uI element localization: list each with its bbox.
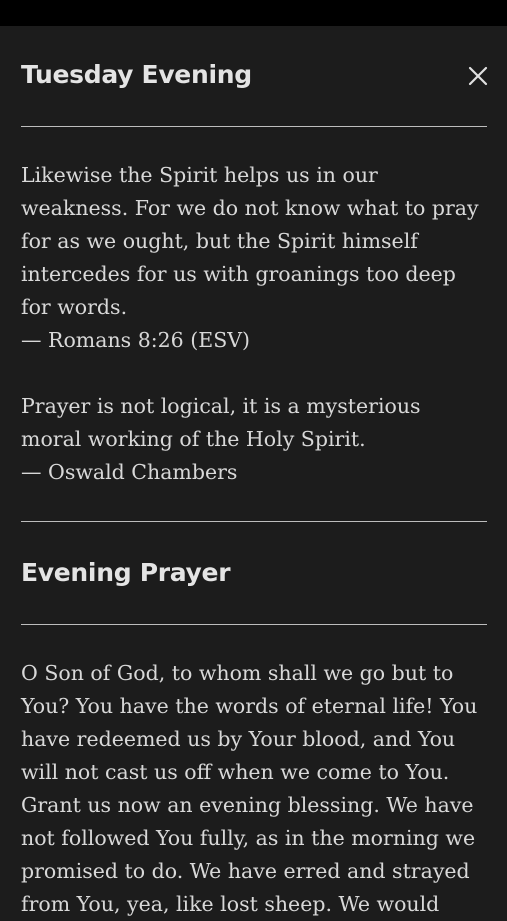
divider	[21, 521, 487, 522]
status-bar	[0, 0, 507, 26]
divider	[21, 624, 487, 625]
quote-line: moral working of the Holy Spirit.	[21, 427, 366, 451]
quote-line: Prayer is not logical, it is a mysterious	[21, 394, 421, 418]
prayer-line: Grant us now an evening blessing. We have	[21, 793, 474, 817]
scripture-line: for words.	[21, 295, 128, 319]
prayer-line: not followed You fully, as in the morning we	[21, 826, 476, 850]
devotional-content	[0, 26, 507, 916]
prayer-line: will not cast us off when we come to You.	[21, 760, 450, 784]
scripture-line: Likewise the Spirit helps us in our	[21, 163, 378, 187]
quote-passage	[21, 390, 491, 489]
page-title: Tuesday Evening	[21, 60, 252, 89]
scripture-line: intercedes for us with groanings too deep	[21, 262, 456, 286]
divider	[21, 126, 487, 127]
scripture-line: weakness. For we do not know what to pray	[21, 196, 479, 220]
prayer-line: O Son of God, to whom shall we go but to	[21, 661, 454, 685]
close-icon	[462, 60, 494, 92]
quote-citation: — Oswald Chambers	[21, 460, 238, 484]
prayer-line: have redeemed us by Your blood, and You	[21, 727, 456, 751]
close-button[interactable]	[462, 60, 494, 92]
scripture-citation: — Romans 8:26 (ESV)	[21, 328, 251, 352]
prayer-line: from You, yea, like lost sheep. We would	[21, 892, 440, 916]
prayer-text	[21, 657, 491, 921]
scripture-line: for as we ought, but the Spirit himself	[21, 229, 418, 253]
prayer-line: promised to do. We have erred and strayed	[21, 859, 470, 883]
section-title: Evening Prayer	[21, 558, 231, 587]
prayer-line: You? You have the words of eternal life! You	[21, 694, 478, 718]
scripture-passage	[21, 159, 491, 357]
